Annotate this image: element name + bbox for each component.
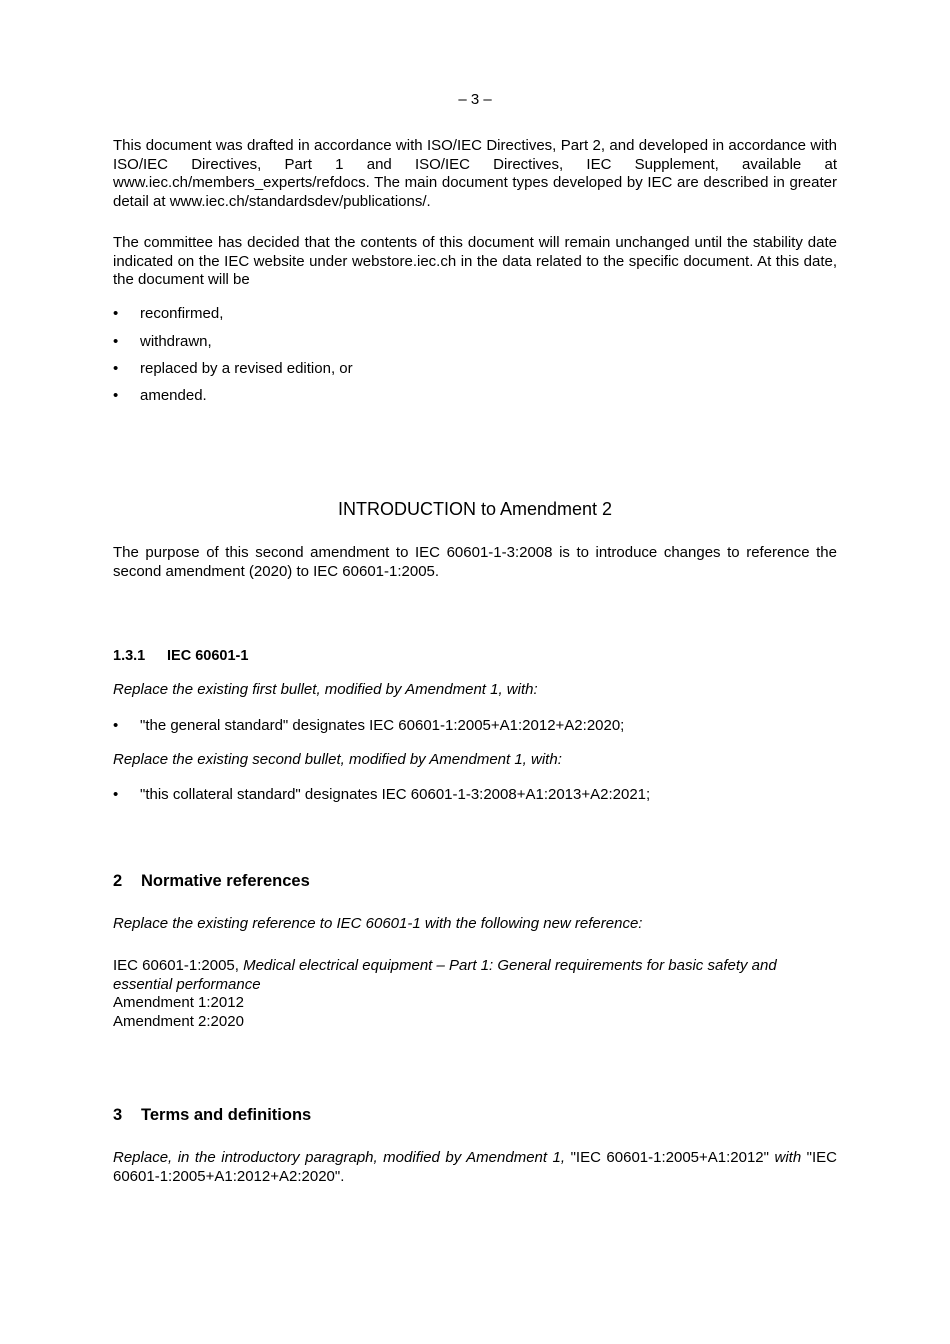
section-number: 1.3.1 [113, 648, 146, 664]
bullet-icon: • [113, 305, 119, 322]
introduction-text: The purpose of this second amendment to IEC 60601-1-3:2008 is to introduce changes to reference the second amendment (2020) to IEC 60601-1:2005. [113, 544, 837, 580]
reference-amendment-1: Amendment 1:2012 [113, 994, 244, 1011]
bullet-icon: • [113, 360, 119, 377]
bullet-icon: • [113, 717, 119, 734]
page-number: – 3 – [458, 91, 492, 108]
instruction-second-bullet: Replace the existing second bullet, modified by Amendment 1, with: [113, 751, 562, 768]
bullet-icon: • [113, 786, 119, 803]
paragraph-directives: This document was drafted in accordance with ISO/IEC Directives, Part 2, and developed in accordance with ISO/IEC Directives, Part 1 and ISO/IEC Directives, IEC Supplement, available at www.iec.ch/members_experts/refdocs. The main document types developed by IEC are described in greater detail at www.iec.ch/standardsdev/publications/. [113, 137, 837, 210]
section-heading-1-3-1 [113, 647, 248, 666]
reference-amendment-2: Amendment 2:2020 [113, 1012, 244, 1030]
list-item-text: reconfirmed, [140, 305, 224, 322]
bullet-icon: • [113, 333, 119, 350]
instruction-terms-definitions: Replace, in the introductory paragraph, modified by Amendment 1, "IEC 60601-1:2005+A1:2012" with "IEC 60601-1:2005+A1:2012+A2:2020". [113, 1149, 838, 1185]
section-title: Terms and definitions [141, 1106, 312, 1124]
list-item-text: replaced by a revised edition, or [140, 360, 353, 377]
reference-title: Medical electrical equipment – Part 1: General requirements for basic safety and essential performance [113, 957, 777, 993]
section-title: IEC 60601-1 [167, 648, 249, 664]
list-item-text: "the general standard" designates IEC 60601-1:2005+A1:2012+A2:2020; [140, 717, 625, 734]
instruction-normative-reference: Replace the existing reference to IEC 60601-1 with the following new reference: [113, 915, 643, 932]
list-item-text: withdrawn, [140, 333, 212, 350]
section-number: 3 [113, 1106, 123, 1124]
section-number: 2 [113, 872, 123, 890]
section-title: Normative references [141, 872, 310, 890]
list-item-text: "this collateral standard" designates IEC 60601-1-3:2008+A1:2013+A2:2021; [140, 786, 651, 803]
bullet-icon: • [113, 387, 119, 404]
normative-reference-entry [113, 957, 837, 1031]
section-heading-3 [113, 1105, 311, 1125]
list-item-text: amended. [140, 387, 207, 404]
paragraph-stability: The committee has decided that the contents of this document will remain unchanged until the stability date indicated on the IEC website under webstore.iec.ch in the data related to the specific document. At this date, the document will be [113, 234, 837, 288]
instruction-first-bullet: Replace the existing first bullet, modified by Amendment 1, with: [113, 681, 538, 698]
reference-id: IEC 60601-1:2005, [113, 957, 244, 974]
section-heading-2 [113, 871, 310, 891]
introduction-title: INTRODUCTION to Amendment 2 [337, 499, 613, 519]
